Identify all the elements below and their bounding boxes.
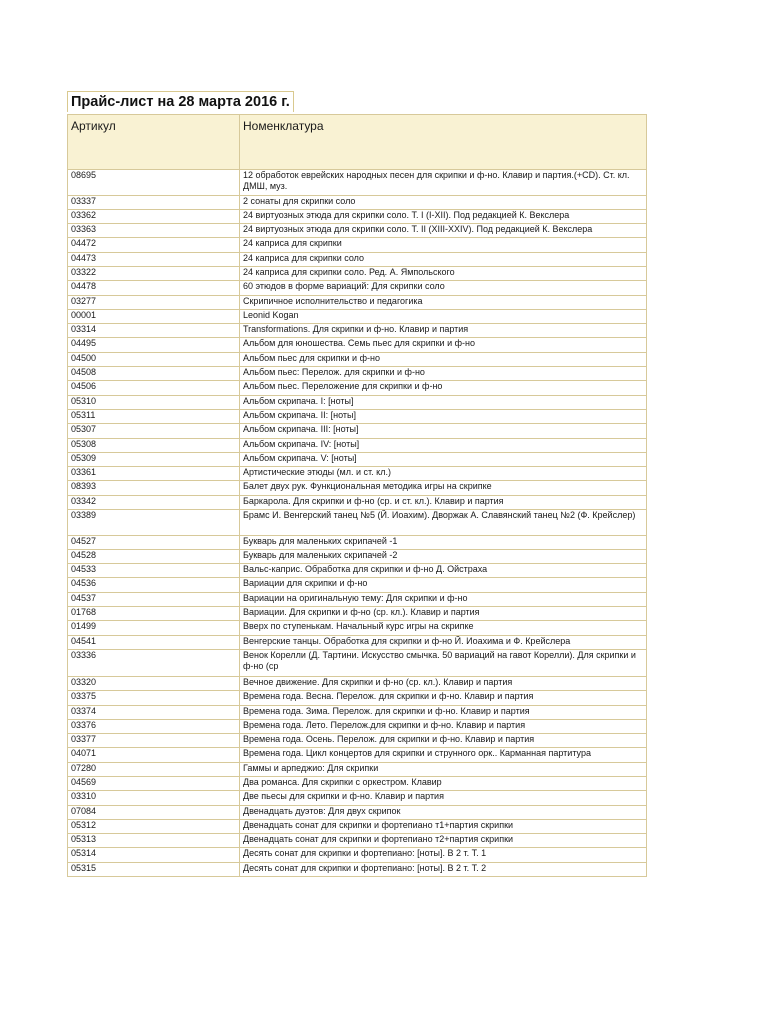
name-cell: Вверх по ступенькам. Начальный курс игры на скрипке	[240, 621, 647, 635]
article-cell: 04537	[68, 592, 240, 606]
table-row	[68, 238, 647, 252]
article-cell: 04527	[68, 535, 240, 549]
table-row	[68, 495, 647, 509]
table-row	[68, 691, 647, 705]
name-cell: Букварь для маленьких скрипачей -1	[240, 535, 647, 549]
table-row	[68, 309, 647, 323]
table-row	[68, 266, 647, 280]
table-row	[68, 352, 647, 366]
article-cell: 05314	[68, 848, 240, 862]
article-cell: 03310	[68, 791, 240, 805]
table-row	[68, 481, 647, 495]
article-cell: 05307	[68, 424, 240, 438]
table-row	[68, 535, 647, 549]
table-row	[68, 424, 647, 438]
name-cell: Венгерские танцы. Обработка для скрипки и ф-но Й. Иоахима и Ф. Крейслера	[240, 635, 647, 649]
table-header-row	[68, 115, 647, 170]
name-cell: 60 этюдов в форме вариаций: Для скрипки соло	[240, 281, 647, 295]
table-row	[68, 607, 647, 621]
table-row	[68, 252, 647, 266]
article-cell: 03374	[68, 705, 240, 719]
table-row	[68, 367, 647, 381]
table-row	[68, 734, 647, 748]
article-cell: 03363	[68, 224, 240, 238]
article-cell: 07280	[68, 762, 240, 776]
article-cell: 04472	[68, 238, 240, 252]
table-row	[68, 564, 647, 578]
article-cell: 03377	[68, 734, 240, 748]
name-cell: Баркарола. Для скрипки и ф-но (ср. и ст. кл.). Клавир и партия	[240, 495, 647, 509]
table-row	[68, 776, 647, 790]
name-cell: Двенадцать сонат для скрипки и фортепиано т2+партия скрипки	[240, 834, 647, 848]
article-cell: 03337	[68, 195, 240, 209]
article-cell: 04508	[68, 367, 240, 381]
article-cell: 01768	[68, 607, 240, 621]
name-cell: 2 сонаты для скрипки соло	[240, 195, 647, 209]
name-cell: Времена года. Осень. Перелож. для скрипки и ф-но. Клавир и партия	[240, 734, 647, 748]
name-cell: Альбом скрипача. I: [ноты]	[240, 395, 647, 409]
article-cell: 03376	[68, 719, 240, 733]
name-cell: 12 обработок еврейских народных песен для скрипки и ф-но. Клавир и партия.(+CD). Ст. кл. ДМШ, муз.	[240, 170, 647, 196]
article-cell: 07084	[68, 805, 240, 819]
name-cell: Альбом пьес. Переложение для скрипки и ф-но	[240, 381, 647, 395]
name-cell: 24 каприса для скрипки соло. Ред. А. Ямпольского	[240, 266, 647, 280]
table-row	[68, 295, 647, 309]
name-cell: 24 виртуозных этюда для скрипки соло. Т. II (XIII-XXIV). Под редакцией К. Векслера	[240, 224, 647, 238]
table-row	[68, 805, 647, 819]
name-cell: Десять сонат для скрипки и фортепиано: [ноты]. В 2 т. Т. 1	[240, 848, 647, 862]
column-header-name: Номенклатура	[240, 115, 647, 170]
article-cell: 03322	[68, 266, 240, 280]
table-row	[68, 834, 647, 848]
table-row	[68, 649, 647, 676]
article-cell: 03342	[68, 495, 240, 509]
article-cell: 03361	[68, 467, 240, 481]
name-cell: Вариации. Для скрипки и ф-но (ср. кл.). Клавир и партия	[240, 607, 647, 621]
name-cell: Вариации на оригинальную тему: Для скрипки и ф-но	[240, 592, 647, 606]
table-row	[68, 324, 647, 338]
name-cell: 24 каприса для скрипки	[240, 238, 647, 252]
table-row	[68, 452, 647, 466]
table-row	[68, 281, 647, 295]
name-cell: Времена года. Зима. Перелож. для скрипки и ф-но. Клавир и партия	[240, 705, 647, 719]
article-cell: 03389	[68, 510, 240, 536]
table-row	[68, 549, 647, 563]
article-cell: 05312	[68, 819, 240, 833]
table-row	[68, 621, 647, 635]
name-cell: Балет двух рук. Функциональная методика игры на скрипке	[240, 481, 647, 495]
article-cell: 05309	[68, 452, 240, 466]
article-cell: 04473	[68, 252, 240, 266]
article-cell: 03362	[68, 209, 240, 223]
article-cell: 08393	[68, 481, 240, 495]
article-cell: 04541	[68, 635, 240, 649]
table-row	[68, 719, 647, 733]
table-row	[68, 209, 647, 223]
article-cell: 04536	[68, 578, 240, 592]
name-cell: Transformations. Для скрипки и ф-но. Клавир и партия	[240, 324, 647, 338]
name-cell: Гаммы и арпеджио: Для скрипки	[240, 762, 647, 776]
table-row	[68, 848, 647, 862]
article-cell: 03277	[68, 295, 240, 309]
table-row	[68, 438, 647, 452]
article-cell: 05310	[68, 395, 240, 409]
name-cell: Артистические этюды (мл. и ст. кл.)	[240, 467, 647, 481]
article-cell: 00001	[68, 309, 240, 323]
table-row	[68, 819, 647, 833]
name-cell: Альбом пьес: Перелож. для скрипки и ф-но	[240, 367, 647, 381]
name-cell: Вечное движение. Для скрипки и ф-но (ср. кл.). Клавир и партия	[240, 676, 647, 690]
table-row	[68, 381, 647, 395]
name-cell: Альбом скрипача. III: [ноты]	[240, 424, 647, 438]
price-table	[67, 114, 647, 877]
name-cell: Альбом скрипача. IV: [ноты]	[240, 438, 647, 452]
name-cell: Альбом для юношества. Семь пьес для скрипки и ф-но	[240, 338, 647, 352]
name-cell: Времена года. Цикл концертов для скрипки и струнного орк.. Карманная партитура	[240, 748, 647, 762]
name-cell: Leonid Kogan	[240, 309, 647, 323]
table-row	[68, 409, 647, 423]
article-cell: 04528	[68, 549, 240, 563]
name-cell: Альбом скрипача. II: [ноты]	[240, 409, 647, 423]
table-row	[68, 338, 647, 352]
table-row	[68, 395, 647, 409]
table-row	[68, 578, 647, 592]
name-cell: Две пьесы для скрипки и ф-но. Клавир и партия	[240, 791, 647, 805]
article-cell: 04569	[68, 776, 240, 790]
article-cell: 03314	[68, 324, 240, 338]
table-row	[68, 195, 647, 209]
table-row	[68, 592, 647, 606]
name-cell: 24 виртуозных этюда для скрипки соло. Т. I (I-XII). Под редакцией К. Векслера	[240, 209, 647, 223]
table-row	[68, 635, 647, 649]
table-row	[68, 705, 647, 719]
name-cell: Два романса. Для скрипки с оркестром. Клавир	[240, 776, 647, 790]
article-cell: 03320	[68, 676, 240, 690]
article-cell: 04500	[68, 352, 240, 366]
table-row	[68, 467, 647, 481]
article-cell: 04495	[68, 338, 240, 352]
name-cell: Альбом скрипача. V: [ноты]	[240, 452, 647, 466]
article-cell: 03336	[68, 649, 240, 676]
name-cell: Венок Корелли (Д. Тартини. Искусство смычка. 50 вариаций на гавот Корелли). Для скрипки и ф-но (ср	[240, 649, 647, 676]
article-cell: 04533	[68, 564, 240, 578]
article-cell: 05313	[68, 834, 240, 848]
table-row	[68, 862, 647, 876]
table-row	[68, 762, 647, 776]
name-cell: Вариации для скрипки и ф-но	[240, 578, 647, 592]
name-cell: Двенадцать дуэтов: Для двух скрипок	[240, 805, 647, 819]
name-cell: Букварь для маленьких скрипачей -2	[240, 549, 647, 563]
name-cell: Времена года. Лето. Перелож.для скрипки и ф-но. Клавир и партия	[240, 719, 647, 733]
article-cell: 01499	[68, 621, 240, 635]
article-cell: 05315	[68, 862, 240, 876]
article-cell: 04506	[68, 381, 240, 395]
table-row	[68, 791, 647, 805]
name-cell: Альбом пьес для скрипки и ф-но	[240, 352, 647, 366]
name-cell: 24 каприса для скрипки соло	[240, 252, 647, 266]
page-title: Прайс-лист на 28 марта 2016 г.	[67, 91, 294, 112]
article-cell: 03375	[68, 691, 240, 705]
name-cell: Брамс И. Венгерский танец №5 (Й. Иоахим). Дворжак А. Славянский танец №2 (Ф. Крейслер)	[240, 510, 647, 536]
table-row	[68, 748, 647, 762]
table-row	[68, 510, 647, 536]
name-cell: Времена года. Весна. Перелож. для скрипки и ф-но. Клавир и партия	[240, 691, 647, 705]
table-row	[68, 224, 647, 238]
table-row	[68, 676, 647, 690]
article-cell: 08695	[68, 170, 240, 196]
name-cell: Скрипичное исполнительство и педагогика	[240, 295, 647, 309]
article-cell: 05311	[68, 409, 240, 423]
name-cell: Вальс-каприс. Обработка для скрипки и ф-но Д. Ойстраха	[240, 564, 647, 578]
column-header-article: Артикул	[68, 115, 240, 170]
article-cell: 04071	[68, 748, 240, 762]
table-row	[68, 170, 647, 196]
article-cell: 04478	[68, 281, 240, 295]
name-cell: Десять сонат для скрипки и фортепиано: [ноты]. В 2 т. Т. 2	[240, 862, 647, 876]
name-cell: Двенадцать сонат для скрипки и фортепиано т1+партия скрипки	[240, 819, 647, 833]
article-cell: 05308	[68, 438, 240, 452]
